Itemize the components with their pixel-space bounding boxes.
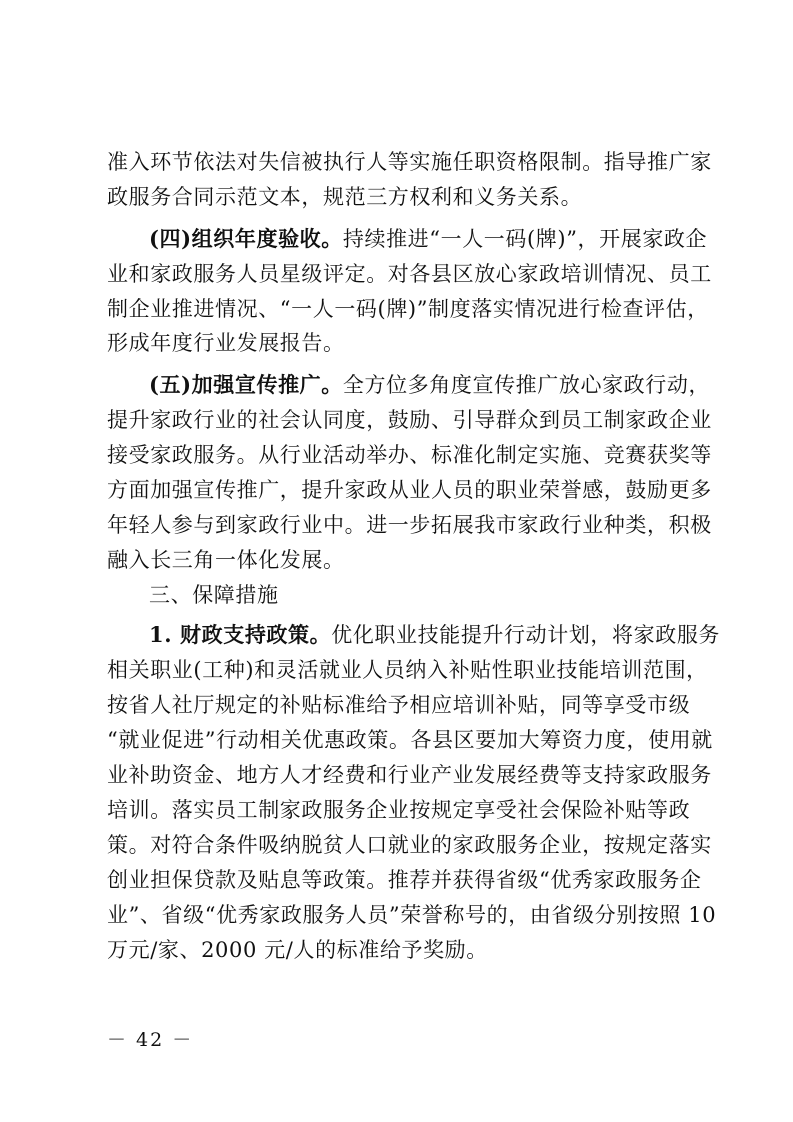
- text-line: “就业促进”行动相关优惠政策。各县区要加大筹资力度，使用就: [107, 728, 713, 752]
- section-4-text: 持续推进“一人一码(牌)”，开展家政企: [342, 227, 708, 251]
- section-5-heading: (五)加强宣传推广。: [149, 372, 343, 397]
- text-line: 按省人社厅规定的补贴标准给予相应培训补贴，同等享受市级: [107, 693, 691, 717]
- section-heading-guarantee-measures: 三、保障措施: [149, 583, 279, 607]
- section-5-text: 全方位多角度宣传推广放心家政行动，: [342, 373, 711, 397]
- text-line: 业补助资金、地方人才经费和行业产业发展经费等支持家政服务: [107, 763, 712, 787]
- text-line: 业”、省级“优秀家政服务人员”荣誉称号的，由省级分别按照 10: [107, 903, 717, 927]
- text-line: 相关职业(工种)和灵活就业人员纳入补贴性职业技能培训范围，: [107, 658, 708, 682]
- text-line: 策。对符合条件吸纳脱贫人口就业的家政服务企业，按规定落实: [107, 833, 712, 857]
- text-line: 年轻人参与到家政行业中。进一步拓展我市家政行业种类，积极: [107, 513, 712, 537]
- text-line: 融入长三角一体化发展。: [107, 548, 345, 572]
- section-4-heading: (四)组织年度验收。: [149, 226, 343, 251]
- item-1-paragraph-start: [149, 618, 721, 652]
- text-line: 政服务合同示范文本，规范三方权利和义务关系。: [107, 185, 583, 209]
- text-line: 培训。落实员工制家政服务企业按规定享受社会保险补贴等政: [107, 798, 691, 822]
- text-line: 创业担保贷款及贴息等政策。推荐并获得省级“优秀家政服务企: [107, 868, 702, 892]
- text-line: 形成年度行业发展报告。: [107, 331, 345, 355]
- text-line: 接受家政服务。从行业活动举办、标准化制定实施、竞赛获奖等: [107, 443, 712, 467]
- item-1-text: 优化职业技能提升行动计划，将家政服务: [331, 623, 721, 647]
- page-number: － 42 －: [107, 1029, 194, 1051]
- text-line: 方面加强宣传推广，提升家政从业人员的职业荣誉感，鼓励更多: [107, 478, 712, 502]
- text-line: 提升家政行业的社会认同度，鼓励、引导群众到员工制家政企业: [107, 408, 712, 432]
- text-line: 准入环节依法对失信被执行人等实施任职资格限制。指导推广家: [107, 150, 712, 174]
- section-5-paragraph-start: [149, 368, 711, 402]
- item-1-heading: 1. 财政支持政策。: [149, 622, 332, 647]
- text-line: 业和家政服务人员星级评定。对各县区放心家政培训情况、员工: [107, 262, 712, 286]
- section-4-paragraph-start: [149, 222, 708, 256]
- text-line: 制企业推进情况、“一人一码(牌)”制度落实情况进行检查评估，: [107, 297, 709, 321]
- text-line: 万元/家、2000 元/人的标准给予奖励。: [107, 938, 488, 962]
